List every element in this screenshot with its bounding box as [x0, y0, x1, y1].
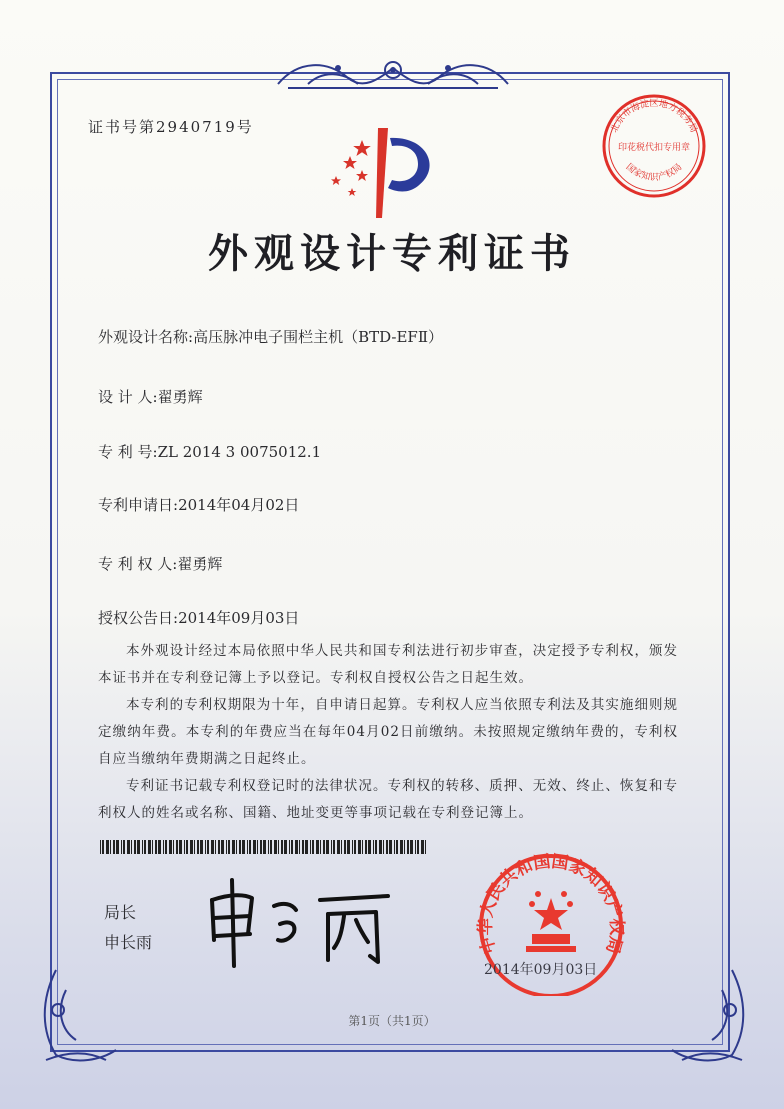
barcode-bar [169, 840, 172, 854]
barcode-bar [186, 840, 188, 854]
barcode-bar [205, 840, 206, 854]
barcode-bar [100, 840, 101, 854]
barcode-bar [268, 840, 269, 854]
seal-main-arc-text: 中华人民共和国国家知识产权局 [475, 851, 627, 956]
barcode-bar [281, 840, 283, 854]
barcode-bar [249, 840, 251, 854]
barcode-bar [242, 840, 245, 854]
barcode-bar [260, 840, 262, 854]
barcode-bar [289, 840, 290, 854]
barcode-bar [144, 840, 146, 854]
barcode-bar [134, 840, 136, 854]
barcode-bar [173, 840, 174, 854]
barcode-bar [344, 840, 346, 854]
barcode-bar [121, 840, 122, 854]
barcode-bar [379, 840, 382, 854]
field-patentee [98, 553, 222, 574]
field-grant-date [98, 607, 299, 628]
seal-top-arc-text: 北京市海淀区地方税务局 [609, 99, 699, 135]
barcode-bar [155, 840, 157, 854]
barcode-bar [253, 840, 256, 854]
barcode-bar [127, 840, 130, 854]
barcode-bar [333, 840, 335, 854]
barcode-bar [232, 840, 235, 854]
field-label: 设 计 人: [98, 388, 158, 406]
barcode-bar [368, 840, 371, 854]
barcode-bar [404, 840, 405, 854]
barcode-bar [215, 840, 216, 854]
svg-text:北京市海淀区地方税务局 [608, 97, 700, 134]
barcode-bar [295, 840, 298, 854]
barcode-bar [358, 840, 361, 854]
barcode-bar [410, 840, 413, 854]
barcode-bar [383, 840, 384, 854]
barcode-bar [207, 840, 209, 854]
barcode-bar [323, 840, 325, 854]
barcode-bar [274, 840, 277, 854]
barcode-bar [194, 840, 195, 854]
barcode-bar [337, 840, 340, 854]
field-application-date [98, 494, 299, 515]
barcode-bar [263, 840, 266, 854]
barcode-bar [148, 840, 151, 854]
barcode-bar [239, 840, 241, 854]
barcode-bar [200, 840, 203, 854]
barcode-bar [352, 840, 353, 854]
field-label: 授权公告日: [98, 609, 179, 627]
barcode-bar [184, 840, 185, 854]
barcode-bar [110, 840, 111, 854]
body-paragraph: 专利证书记载专利权登记时的法律状况。专利权的转移、质押、无效、终止、恢复和专利权人的姓名或名称、国籍、地址变更等事项记载在专利登记簿上。 [98, 778, 678, 821]
field-value: 高压脉冲电子围栏主机（BTD-EFⅡ） [193, 328, 444, 346]
patent-office-logo [322, 122, 442, 222]
barcode-bar [165, 840, 167, 854]
barcode-bar [211, 840, 214, 854]
barcode-bar [389, 840, 392, 854]
barcode-bar [247, 840, 248, 854]
barcode-bar [123, 840, 125, 854]
barcode-bar [375, 840, 377, 854]
barcode-bar [228, 840, 230, 854]
seal-date: 2014年09月03日 [484, 962, 598, 978]
field-label: 外观设计名称: [98, 328, 194, 346]
field-label: 专 利 权 人: [98, 555, 178, 573]
barcode-bar [415, 840, 416, 854]
body-paragraph: 本外观设计经过本局依照中华人民共和国专利法进行初步审查，决定授予专利权，颁发本证书并在专利登记簿上予以登记。专利权自授权公告之日起生效。 [98, 643, 678, 686]
barcode-bar [163, 840, 164, 854]
barcode-bar [113, 840, 115, 854]
barcode-bar [347, 840, 350, 854]
barcode-bar [326, 840, 329, 854]
barcode-bar [305, 840, 308, 854]
barcode-bar [299, 840, 300, 854]
body-paragraph: 本专利的专利权期限为十年，自申请日起算。专利权人应当依照专利法及其实施细则规定缴纳年费。本专利的年费应当在每年04月02日前缴纳。未按照规定缴纳年费的，专利权自应当缴纳年费期满之日起终止。 [98, 697, 678, 767]
barcode-bar [142, 840, 143, 854]
top-ornament [268, 50, 518, 94]
barcode-bar [116, 840, 119, 854]
svg-text:国家知识产权局 [624, 162, 685, 183]
director-name: 申长雨 [104, 933, 153, 952]
barcode-bar [131, 840, 132, 854]
barcode-bar [386, 840, 388, 854]
barcode-bar [354, 840, 356, 854]
barcode-bar [179, 840, 182, 854]
barcode-bar [176, 840, 178, 854]
certificate-body [98, 638, 678, 827]
barcode-bar [320, 840, 321, 854]
director-signature [200, 870, 410, 970]
barcode-bar [417, 840, 419, 854]
field-value: 2014年04月02日 [178, 496, 300, 514]
barcode-bar [158, 840, 161, 854]
barcode-bar [197, 840, 199, 854]
seal-top-center-text: 印花税代扣专用章 [617, 143, 691, 153]
barcode-bar [102, 840, 104, 854]
field-value: 翟勇辉 [177, 555, 223, 573]
barcode-bar [373, 840, 374, 854]
field-designer [98, 386, 203, 407]
barcode-bar [341, 840, 342, 854]
barcode-bar [407, 840, 409, 854]
barcode-bar [221, 840, 224, 854]
barcode-bar [316, 840, 319, 854]
barcode-bar [331, 840, 332, 854]
field-design-name [98, 326, 443, 347]
barcode-bar [302, 840, 304, 854]
barcode-bar [270, 840, 272, 854]
field-value: ZL 2014 3 0075012.1 [157, 443, 322, 461]
barcode-bar [257, 840, 258, 854]
barcode-bar [226, 840, 227, 854]
field-patent-number [98, 441, 321, 462]
field-value: 翟勇辉 [157, 388, 203, 406]
barcode-bar [152, 840, 153, 854]
barcode-bar [400, 840, 403, 854]
barcode-bar [421, 840, 424, 854]
barcode-bar [278, 840, 279, 854]
barcode-bar [425, 840, 426, 854]
barcode-bar [236, 840, 237, 854]
barcode-bar [365, 840, 367, 854]
certificate-number: 证书号第2940719号 [88, 118, 254, 136]
barcode-bar [291, 840, 293, 854]
barcode-bar [394, 840, 395, 854]
barcode-bar [284, 840, 287, 854]
certificate-title: 外观设计专利证书 [208, 230, 576, 277]
seal-top-bottom-text: 国家知识产权局 [623, 162, 685, 183]
barcode-bar [396, 840, 398, 854]
barcode-bar [137, 840, 140, 854]
barcode-bar [106, 840, 109, 854]
barcode-bar [310, 840, 311, 854]
page-number: 第1页（共1页） [348, 1014, 436, 1028]
tax-stamp-seal [600, 92, 708, 200]
barcode-bar [218, 840, 220, 854]
barcode-bar [312, 840, 314, 854]
director-title: 局长 [104, 903, 137, 922]
barcode-bar [362, 840, 363, 854]
field-value: 2014年09月03日 [178, 609, 300, 627]
field-label: 专利申请日: [98, 496, 179, 514]
barcode-bar [190, 840, 193, 854]
barcode [100, 840, 430, 854]
field-label: 专 利 号: [98, 443, 158, 461]
